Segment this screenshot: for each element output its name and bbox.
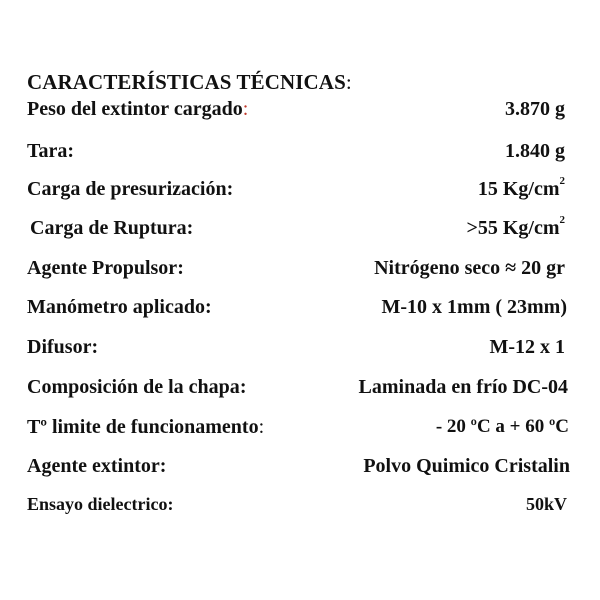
spec-label: Difusor: <box>27 336 99 358</box>
spec-label: Tara: <box>27 140 75 162</box>
spec-label: Composición de la chapa: <box>27 376 247 398</box>
spec-value: >55 $Kg/cm^2$ <box>466 214 565 239</box>
spec-label: Agente Propulsor: <box>27 257 184 279</box>
spec-row-peso <box>0 98 600 124</box>
spec-row-ruptura <box>0 214 600 243</box>
spec-row-difusor <box>0 336 600 362</box>
spec-label: Tº limite de funcionamento: <box>27 416 265 438</box>
spec-value: 3.870 g <box>505 98 565 120</box>
spec-row-agente-extintor <box>0 455 600 481</box>
spec-label: Carga de Ruptura: <box>30 217 194 239</box>
spec-row-dielectrico <box>0 494 600 520</box>
spec-label: Agente extintor: <box>27 455 167 477</box>
spec-row-propulsor <box>0 257 600 283</box>
spec-row-chapa <box>0 376 600 402</box>
spec-label: Peso del extintor cargado: <box>27 98 249 120</box>
title-text: CARACTERÍSTICAS TÉCNICAS <box>27 70 346 94</box>
spec-row-manometro <box>0 296 600 322</box>
spec-row-presurizacion <box>0 175 600 204</box>
spec-value: Laminada en frío DC-04 <box>358 376 568 398</box>
spec-value: 15 $Kg/cm^2$ <box>477 175 565 200</box>
spec-value: - 20 ºC a + 60 ºC <box>435 416 569 437</box>
spec-label: Ensayo dielectrico: <box>27 494 174 514</box>
spec-label: Manómetro aplicado: <box>27 296 212 318</box>
spec-value: M-10 x 1mm ( 23mm) <box>381 296 567 318</box>
spec-value: M-12 x 1 <box>489 336 565 358</box>
spec-value: Polvo Quimico Cristalin <box>363 455 570 477</box>
spec-row-temperatura <box>0 416 600 442</box>
spec-row-tara <box>0 140 600 166</box>
spec-value: 50kV <box>525 494 567 514</box>
title-colon: : <box>345 70 352 94</box>
spec-value: Nitrógeno seco ≈ 20 gr <box>374 257 565 279</box>
spec-value: 1.840 g <box>505 140 565 162</box>
section-title <box>27 70 352 95</box>
spec-label: Carga de presurización: <box>27 178 234 200</box>
